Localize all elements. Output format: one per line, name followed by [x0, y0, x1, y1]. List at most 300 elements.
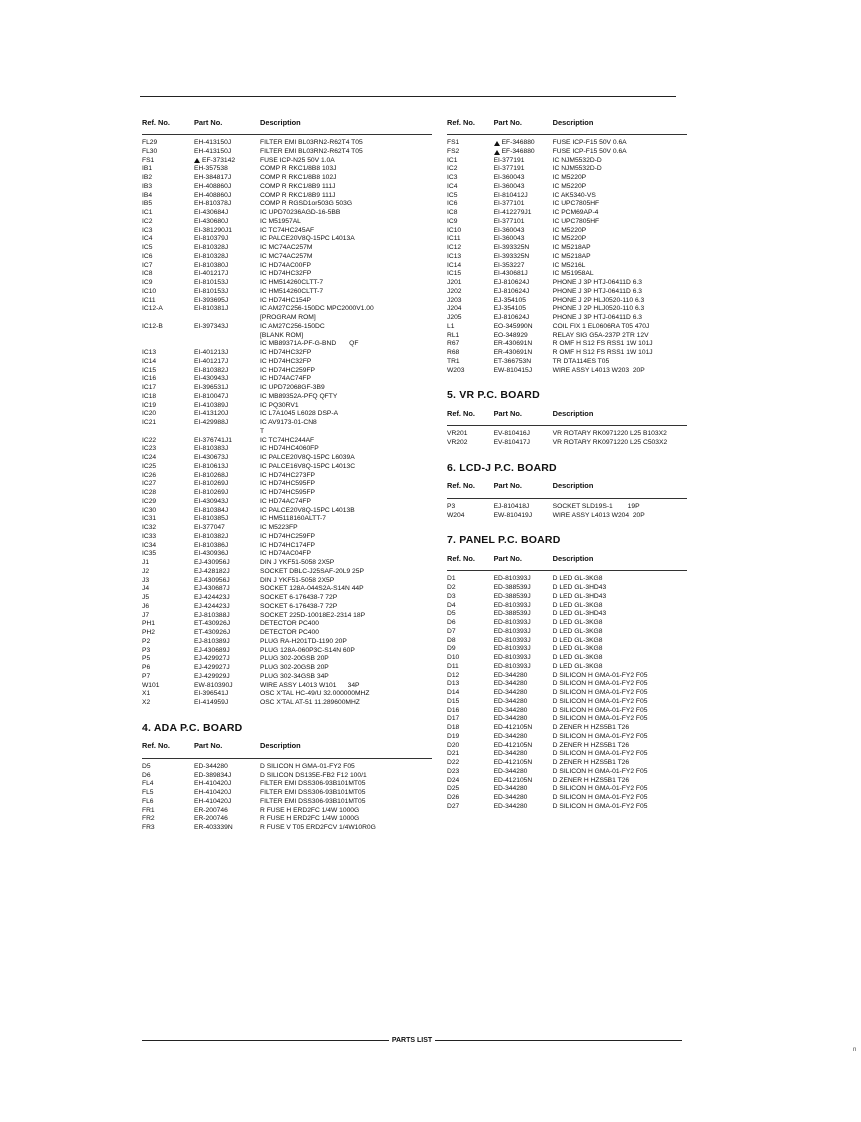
ref-no: P3 — [447, 502, 456, 510]
description: IC HD74HC32FP — [260, 270, 312, 278]
table-row — [447, 645, 687, 654]
description: SOCKET 6-176438-7 72P — [260, 602, 338, 610]
part-cell — [494, 724, 553, 733]
table-row — [447, 262, 687, 271]
part-cell — [194, 515, 260, 524]
part-cell — [194, 200, 260, 209]
table-row — [447, 279, 687, 288]
part-no: EI-430684J — [194, 209, 229, 216]
footer-bar — [142, 1037, 682, 1044]
part-no: EH-410420J — [194, 797, 232, 805]
header-desc: Description — [260, 741, 301, 751]
table-row — [142, 367, 432, 376]
description: R OMF H S12 FS RSS1 1W 101J — [552, 349, 653, 356]
ref-no: J7 — [142, 611, 150, 619]
part-no: EW-810390J — [194, 681, 233, 689]
description: IC M51957AL — [260, 217, 301, 225]
part-no: EI-810269J — [194, 480, 229, 488]
part-cell — [194, 139, 260, 148]
description: FILTER EMI DSS306-93B101MT05 — [260, 797, 366, 805]
description: IC HD74HC154P — [260, 296, 311, 304]
ref-no: PH1 — [142, 620, 156, 628]
part-no: ET-430926J — [194, 620, 231, 628]
part-no: EI-810047J — [194, 392, 229, 400]
part-cell — [194, 332, 260, 341]
table-row — [447, 148, 687, 157]
description: IC PQ30RV1 — [260, 401, 299, 409]
ref-no: D26 — [447, 794, 460, 801]
part-no: ED-344280 — [493, 767, 528, 775]
table-row — [142, 780, 432, 789]
table-row — [142, 139, 432, 148]
description: IC M5218AP — [552, 252, 591, 260]
part-cell — [494, 619, 553, 628]
part-cell — [194, 244, 260, 253]
ref-no: IC10 — [447, 226, 462, 234]
table-row — [447, 503, 687, 512]
part-cell — [194, 682, 260, 691]
table-row — [142, 524, 432, 533]
header-ref: Ref. No. — [447, 481, 475, 491]
safety-warning-icon — [494, 141, 500, 146]
description: [BLANK ROM] — [260, 331, 304, 339]
part-cell — [494, 227, 553, 236]
ref-no: D13 — [447, 680, 460, 688]
table-row — [447, 742, 687, 751]
ref-no: R68 — [447, 349, 460, 356]
table-row — [447, 200, 687, 209]
table-row — [447, 227, 687, 236]
ref-no: FS2 — [447, 147, 460, 155]
header-ref: Ref. No. — [142, 741, 170, 751]
part-cell — [194, 824, 260, 833]
table-row — [447, 358, 687, 367]
part-cell — [494, 157, 553, 166]
description: VR ROTARY RK0971220 L25 B103X2 — [552, 430, 667, 438]
description: IC HD74AC04FP — [260, 550, 311, 558]
table-row — [447, 349, 687, 358]
table-row — [447, 218, 687, 227]
ref-no: IC13 — [142, 349, 157, 356]
part-no: EI-377101 — [493, 200, 525, 208]
part-cell — [194, 577, 260, 586]
part-cell — [194, 638, 260, 647]
part-no: EI-393695J — [194, 296, 229, 304]
description: PLUG 302-20GSB 20P — [260, 664, 329, 671]
table-row — [142, 393, 432, 402]
part-no: EI-414959J — [194, 699, 229, 706]
part-no: EH-410420J — [194, 780, 232, 788]
table-row — [447, 698, 687, 707]
description: IC M5216L — [552, 261, 586, 269]
part-cell — [494, 165, 553, 174]
description: IC UPC7805HF — [552, 200, 600, 208]
left-column — [142, 116, 432, 833]
part-cell — [194, 664, 260, 673]
description: FILTER EMI BL03RN2-R62T4 T05 — [260, 147, 363, 155]
description: D SILICON H GMA-01-FY2 F05 — [552, 680, 648, 688]
table-row — [447, 174, 687, 183]
part-cell — [194, 314, 260, 323]
ref-no: IC15 — [142, 366, 157, 374]
table-row — [142, 349, 432, 358]
part-no: ED-810393J — [493, 662, 531, 670]
description: D LED GL-3HD43 — [552, 584, 607, 591]
description: DIN J YKF51-5058 2X5P — [260, 559, 335, 566]
part-no: EI-810153J — [194, 279, 229, 286]
part-no: ED-412105N — [493, 741, 533, 749]
part-cell — [194, 789, 260, 798]
table-row — [447, 297, 687, 306]
ref-no: IC32 — [142, 524, 157, 531]
table-row — [447, 430, 687, 439]
description: D SILICON H GMA-01-FY2 F05 — [552, 689, 648, 696]
ref-no: J201 — [447, 279, 462, 286]
description: DIN J YKF51-5058 2X5P — [260, 576, 335, 584]
table-row — [142, 305, 432, 314]
part-cell — [194, 262, 260, 271]
ref-no: FR1 — [142, 806, 155, 814]
part-no: EV-810417J — [493, 439, 531, 446]
ref-no: D12 — [447, 671, 460, 679]
table-row — [447, 794, 687, 803]
part-cell — [194, 612, 260, 621]
description: D SILICON H GMA-01-FY2 F05 — [260, 762, 355, 770]
part-cell — [194, 349, 260, 358]
ref-no: D11 — [447, 662, 459, 670]
part-no: EJ-424423J — [194, 594, 230, 601]
part-no: ER-430691N — [493, 340, 533, 348]
part-no: EI-360043 — [493, 235, 525, 243]
part-cell — [194, 807, 260, 816]
part-no: ED-344280 — [493, 785, 528, 793]
ref-no: J205 — [447, 314, 462, 321]
part-cell — [494, 602, 553, 611]
description: IC M5220P — [552, 182, 587, 190]
table-row — [142, 798, 432, 807]
description: D SILICON H GMA-01-FY2 F05 — [552, 715, 648, 723]
part-no: EI-810383J — [194, 445, 229, 453]
ref-no: FS1 — [447, 139, 460, 146]
ref-no: D15 — [447, 697, 460, 705]
footer-rule-left — [142, 1040, 389, 1041]
part-no: EI-393325N — [493, 244, 530, 251]
description: IC M5223FP — [260, 524, 298, 531]
header-desc: Description — [552, 553, 594, 563]
part-no: EI-393325N — [493, 252, 530, 260]
table-row — [142, 218, 432, 227]
part-cell — [194, 367, 260, 376]
table-row — [447, 672, 687, 681]
description: IC PALCE20V8Q-15PC L4013A — [260, 235, 355, 243]
description: WIRE ASSY L4013 W203 20P — [552, 366, 645, 374]
header-rule — [142, 134, 432, 135]
part-cell — [194, 798, 260, 807]
description: T — [260, 427, 265, 435]
ref-no: IC35 — [142, 550, 157, 558]
table-row — [447, 663, 687, 672]
part-no: EF-346880 — [501, 139, 535, 146]
part-no: EJ-430956J — [194, 559, 230, 566]
table-row — [142, 673, 432, 682]
table-row — [447, 575, 687, 584]
description: D SILICON H GMA-01-FY2 F05 — [552, 697, 648, 705]
table-row — [142, 815, 432, 824]
ref-no: IC21 — [142, 419, 157, 426]
part-cell — [194, 437, 260, 446]
part-cell — [194, 620, 260, 629]
description: SOCKET 128A-044S2A-S14N 44P — [260, 585, 364, 593]
part-no: EI-810328J — [194, 252, 229, 260]
part-cell — [494, 777, 553, 786]
ref-no: J1 — [142, 559, 150, 566]
part-no: EI-413120J — [194, 410, 229, 418]
part-cell — [494, 439, 553, 448]
table-row — [142, 384, 432, 393]
ref-no — [142, 340, 194, 349]
description: SOCKET 225D-10018E2-2314 18P — [260, 611, 366, 619]
ref-no: IC5 — [447, 191, 458, 199]
table-row — [447, 270, 687, 279]
description: COMP R RGSD1or503G 503G — [260, 200, 353, 208]
ref-no: IC8 — [447, 209, 458, 216]
table-row — [142, 463, 432, 472]
part-no: ED-810393J — [493, 601, 531, 609]
part-no: ED-344280 — [493, 706, 528, 714]
ref-no: IC27 — [142, 480, 157, 488]
ref-no: IC2 — [447, 165, 458, 173]
part-no: EI-360043 — [493, 182, 525, 190]
part-no: ER-200746 — [194, 806, 228, 814]
table-row — [142, 542, 432, 551]
table-row — [142, 789, 432, 798]
ref-no: IC30 — [142, 506, 157, 514]
ref-no: IC31 — [142, 515, 157, 523]
description: WIRE ASSY L4013 W204 20P — [552, 511, 645, 519]
part-cell — [494, 750, 553, 759]
part-cell — [494, 358, 553, 367]
part-cell — [494, 262, 553, 271]
part-cell — [494, 733, 553, 742]
description: IC PALCE16V8Q-15PC L4013C — [260, 462, 356, 470]
table-row — [447, 183, 687, 192]
part-cell — [194, 480, 260, 489]
description: IC HD74HC259FP — [260, 532, 316, 540]
table-row — [447, 785, 687, 794]
table-row — [142, 358, 432, 367]
part-no: ED-388539J — [493, 584, 531, 591]
table-row — [142, 174, 432, 183]
part-cell — [194, 305, 260, 314]
header-desc: Description — [552, 408, 594, 418]
part-cell — [494, 512, 553, 521]
ref-no: FL6 — [142, 797, 154, 805]
table-row — [142, 824, 432, 833]
ref-no: IB2 — [142, 174, 153, 181]
part-cell — [194, 192, 260, 201]
description: D SILICON H GMA-01-FY2 F05 — [552, 732, 648, 740]
part-cell — [194, 489, 260, 498]
ref-no: P7 — [142, 672, 151, 680]
table-row — [142, 262, 432, 271]
table-row — [447, 305, 687, 314]
part-cell — [194, 655, 260, 664]
table-row — [447, 288, 687, 297]
part-cell — [494, 139, 553, 148]
part-cell — [194, 673, 260, 682]
table-row — [447, 512, 687, 521]
header-part: Part No. — [194, 117, 223, 127]
part-cell — [194, 524, 260, 533]
table-row — [142, 209, 432, 218]
table-row — [142, 533, 432, 542]
part-cell — [494, 430, 553, 439]
part-cell — [494, 610, 553, 619]
part-no: EI-810384J — [194, 506, 229, 514]
part-no: EJ-429927J — [194, 655, 230, 663]
ref-no: X2 — [142, 699, 151, 706]
part-no: EJ-354105 — [493, 296, 526, 304]
part-no: EI-810380J — [194, 261, 229, 269]
part-no: EI-401217J — [194, 270, 229, 278]
ref-no: D23 — [447, 767, 460, 775]
table-row — [142, 227, 432, 236]
table-row — [142, 410, 432, 419]
part-no: EH-357538 — [194, 165, 228, 173]
ref-no: IC6 — [447, 200, 458, 208]
part-cell — [494, 192, 553, 201]
description: DETECTOR PC400 — [260, 620, 319, 628]
part-cell — [194, 428, 260, 437]
table-row — [142, 428, 432, 437]
part-no: EI-810412J — [493, 191, 528, 199]
ref-no: IC1 — [447, 156, 458, 164]
ref-no: IB5 — [142, 200, 153, 208]
vr-table-header — [447, 407, 687, 419]
ref-no: IC12-A — [142, 305, 163, 313]
part-cell — [494, 645, 553, 654]
description: PHONE J 2P HLJ0520-110 6.3 — [552, 296, 645, 304]
part-no: EJ-810624J — [493, 279, 530, 286]
part-no: EI-401217J — [194, 357, 229, 365]
part-no: EI-412279J1 — [493, 209, 532, 216]
part-no: EJ-810418J — [493, 502, 530, 510]
right-table-body — [447, 139, 687, 375]
ref-no: IC18 — [142, 392, 157, 400]
ref-no: D5 — [447, 610, 456, 618]
table-row — [447, 777, 687, 786]
table-row — [142, 270, 432, 279]
ref-no: FL5 — [142, 789, 154, 796]
ref-no: IC14 — [142, 357, 157, 365]
part-cell — [194, 647, 260, 656]
header-desc: Description — [552, 481, 594, 491]
part-no: EJ-810389J — [194, 637, 230, 645]
part-cell — [194, 780, 260, 789]
part-cell — [494, 253, 553, 262]
table-row — [142, 288, 432, 297]
ref-no: IC17 — [142, 384, 157, 391]
description: PLUG 302-34GSB 34P — [260, 672, 329, 680]
ref-no — [142, 428, 194, 437]
part-no: ED-344280 — [493, 750, 528, 758]
ref-no: IC10 — [142, 287, 157, 295]
description: IC UPD72068GF-3B9 — [260, 384, 325, 391]
footer-rule-right — [435, 1040, 682, 1041]
part-no: ED-810393J — [493, 654, 531, 661]
part-no: EI-810381J — [194, 305, 229, 313]
table-row — [447, 593, 687, 602]
description: D SILICON H GMA-01-FY2 F05 — [552, 802, 648, 810]
description: IC AM27C256-150DC — [260, 322, 325, 330]
part-no: ER-403339N — [194, 824, 233, 831]
ref-no: IC11 — [447, 235, 461, 243]
ref-no: J4 — [142, 585, 150, 593]
part-cell — [494, 288, 553, 297]
part-cell — [194, 148, 260, 157]
table-row — [142, 559, 432, 568]
part-no: ED-389834J — [194, 771, 232, 779]
part-cell — [194, 585, 260, 594]
header-rule — [447, 498, 687, 499]
part-no: EF-373142 — [202, 156, 236, 164]
ref-no: IC9 — [447, 217, 458, 225]
part-no: ED-412105N — [493, 759, 533, 766]
description: OSC X'TAL HC-49/U 32.000000MHZ — [260, 690, 370, 698]
part-no: EH-408860J — [194, 182, 232, 190]
ada-table-header — [142, 740, 432, 752]
part-no: EI-360043 — [493, 226, 525, 234]
table-row — [447, 803, 687, 812]
part-no: EI-397343J — [194, 322, 229, 330]
part-cell — [494, 698, 553, 707]
part-cell — [194, 463, 260, 472]
ref-no: IC13 — [447, 252, 462, 260]
part-no: ED-412105N — [493, 724, 533, 731]
part-cell — [494, 654, 553, 663]
table-row — [142, 332, 432, 341]
part-cell — [194, 165, 260, 174]
part-no: EJ-429929J — [194, 672, 230, 680]
part-cell — [194, 507, 260, 516]
ref-no: IC2 — [142, 217, 153, 225]
part-cell — [194, 218, 260, 227]
part-cell — [194, 498, 260, 507]
description: D SILICON H GMA-01-FY2 F05 — [552, 767, 648, 775]
table-row — [142, 375, 432, 384]
ref-no: D27 — [447, 802, 460, 810]
table-row — [447, 314, 687, 323]
header-ref: Ref. No. — [447, 408, 475, 418]
ref-no: J2 — [142, 567, 150, 575]
part-cell — [494, 209, 553, 218]
ref-no: IC1 — [142, 209, 153, 216]
table-row — [142, 200, 432, 209]
part-no: EJ-810388J — [194, 611, 230, 619]
ref-no: D6 — [447, 619, 456, 626]
part-no: EH-384817J — [194, 174, 232, 181]
part-no: EI-360043 — [493, 174, 525, 181]
part-cell — [494, 689, 553, 698]
ref-no: IC11 — [142, 296, 156, 304]
part-cell — [494, 803, 553, 812]
description: COMP R RKC1/8B9 111J — [260, 182, 336, 190]
part-no: EI-430681J — [493, 270, 528, 278]
part-no: ED-344280 — [493, 680, 528, 688]
table-row — [142, 489, 432, 498]
description: FILTER EMI DSS306-93B101MT05 — [260, 789, 366, 796]
part-no: EJ-810624J — [493, 287, 530, 295]
